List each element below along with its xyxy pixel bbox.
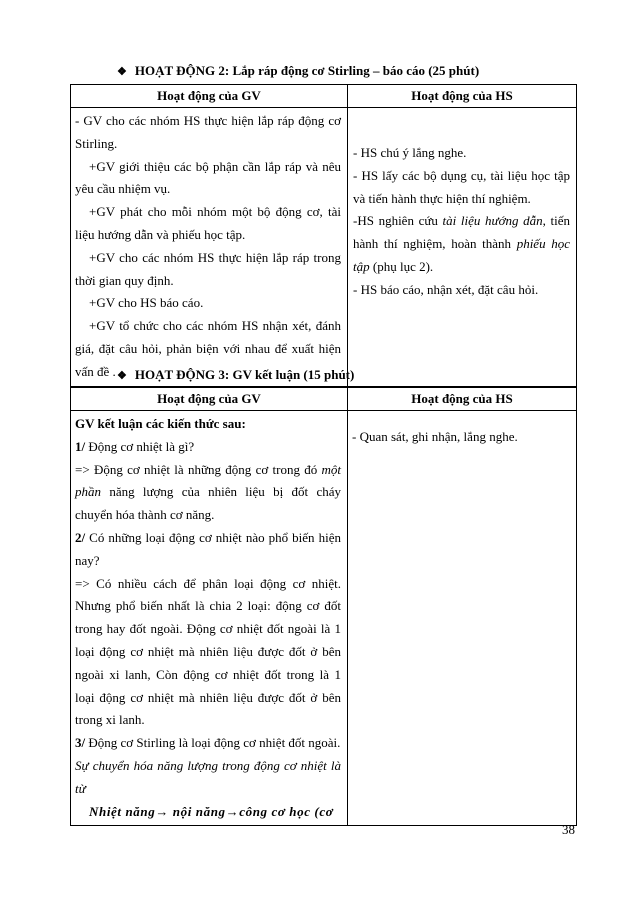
activity-3-content-row (71, 411, 577, 826)
hs-line: - HS lấy các bộ dụng cụ, tài liệu học tập và tiến hành thực hiện thí nghiệm. (353, 167, 570, 206)
activity-3-gv-cell (71, 411, 348, 826)
hs-line: - HS chú ý lắng nghe. (353, 145, 467, 160)
section-3-heading (117, 367, 354, 383)
activity-2-gv-header: Hoạt động của GV (71, 85, 348, 108)
section-3-title: HOẠT ĐỘNG 3: GV kết luận (15 phút) (134, 367, 355, 382)
activity-3-header-row (71, 388, 577, 411)
hs-line: -HS nghiên cứu tài liệu hướng dẫn, tiến hành thí nghiệm, hoàn thành phiếu học tập (phụ lục 2). (353, 213, 570, 274)
gv-line: - GV cho các nhóm HS thực hiện lắp ráp động cơ Stirling. (75, 113, 341, 151)
gv-line: +GV cho các nhóm HS thực hiện lắp ráp trong thời gian quy định. (75, 249, 341, 288)
question-1: 1/ Động cơ nhiệt là gì? (75, 438, 195, 454)
activity-2-header-row (71, 85, 577, 108)
diamond-bullet-icon: ❖ (117, 66, 127, 78)
activity-3-table (70, 387, 577, 826)
activity-3-hs-header: Hoạt động của HS (348, 388, 577, 411)
section-2-title: HOẠT ĐỘNG 2: Lắp ráp động cơ Stirling – báo cáo (25 phút) (134, 63, 480, 78)
activity-2-gv-cell (71, 108, 348, 387)
activity-2-hs-header: Hoạt động của HS (348, 85, 577, 108)
gv-line: +GV tổ chức cho các nhóm HS nhận xét, đánh giá, đặt câu hỏi, phản biện với nhau để xuất hiện vấn đề . (75, 318, 341, 379)
question-2: 2/ Có những loại động cơ nhiệt nào phổ biến hiện nay? (75, 529, 341, 568)
activity-3-gv-header: Hoạt động của GV (71, 388, 348, 411)
page-number: 38 (562, 822, 575, 837)
energy-conversion-text: Sự chuyển hóa năng lượng trong động cơ nhiệt là từ (75, 757, 341, 796)
section-2-heading (117, 63, 479, 79)
hs-line: - Quan sát, ghi nhận, lắng nghe. (352, 429, 518, 444)
gv-line: +GV cho HS báo cáo. (89, 295, 204, 311)
answer-2: => Có nhiều cách để phân loại động cơ nhiệt. Nhưng phổ biến nhất là chia 2 loại: động cơ đốt trong hay đốt ngoài. Động cơ nhiệt đốt ngoài là 1 loại động cơ nhiệt mà nhiên liệu được đốt ở bên ngoài xi lanh, Còn động cơ nhiệt đốt trong là 1 loại động cơ nhiệt mà nhiên liệu được đốt ở bên trong xi lanh. (75, 575, 341, 728)
question-3: 3/ Động cơ Stirling là loại động cơ nhiệt đốt ngoài. (75, 735, 341, 751)
activity-3-hs-cell (348, 411, 577, 826)
gv-line: +GV giới thiệu các bộ phận cần lắp ráp và nêu yêu cầu nhiệm vụ. (75, 158, 341, 197)
diamond-bullet-icon: ❖ (117, 370, 127, 382)
answer-1: => Động cơ nhiệt là những động cơ trong đó một phần năng lượng của nhiên liệu bị đốt cháy chuyển hóa thành cơ năng. (75, 461, 341, 523)
activity-2-table (70, 84, 577, 387)
gv-line: +GV phát cho mỗi nhóm một bộ động cơ, tài liệu hướng dẫn và phiếu học tập. (75, 204, 341, 242)
conclusion-intro: GV kết luận các kiến thức sau: (75, 416, 246, 431)
hs-line: - HS báo cáo, nhận xét, đặt câu hỏi. (353, 281, 539, 297)
energy-conversion-chain: Nhiệt năng→ nội năng→công cơ học (cơ (89, 803, 334, 819)
activity-2-content-row (71, 108, 577, 387)
activity-2-hs-cell (348, 108, 577, 387)
